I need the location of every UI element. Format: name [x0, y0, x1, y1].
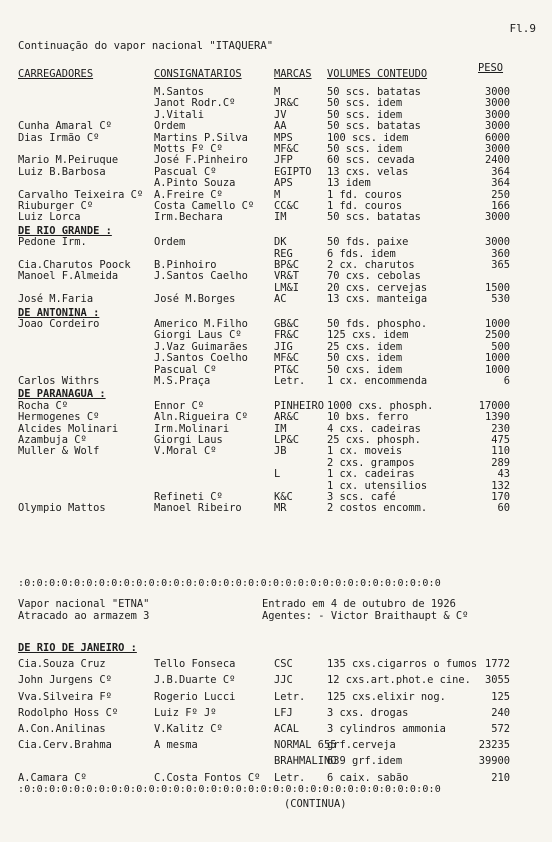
separator-line-2: :0:0:0:0:0:0:0:0:0:0:0:0:0:0:0:0:0:0:0:0:0:0:0:0:0:0:0:0:0:0:0:0:0:0	[18, 784, 441, 795]
shipper-cell: Riuburger Cº	[18, 200, 94, 212]
vessel-name: Vapor nacional "ETNA"	[18, 598, 150, 610]
shipper-cell: Olympio Mattos	[18, 502, 106, 515]
mark-cell: PT&C	[274, 363, 300, 376]
weight-cell: 240	[491, 706, 510, 719]
shipper-cell: Luiz Lorca	[18, 211, 81, 224]
weight-cell: 250	[491, 188, 510, 201]
vessel-arrival: Entrado em 4 de outubro de 1926	[262, 598, 456, 610]
mark-cell: Letr.	[274, 690, 306, 703]
contents-cell: 1 fd. couros	[327, 188, 403, 201]
shipper-cell: John Jurgens Cº	[18, 674, 112, 687]
weight-cell: 1500	[484, 281, 510, 294]
shipper-cell: A.Camara Cº	[18, 771, 87, 784]
contents-cell: 125 cxs. idem	[327, 329, 409, 342]
contents-cell: 1 cx. utensilios	[327, 479, 428, 492]
shipper-cell: Alcides Molinari	[18, 422, 119, 435]
shipper-cell: Cia.Cerv.Brahma	[18, 739, 112, 752]
shipper-cell: Hermogenes Cº	[18, 411, 100, 424]
weight-cell: 3055	[484, 674, 510, 687]
consignee-cell: V.Kalitz Cº	[154, 723, 223, 735]
consignee-cell: Giorgi Laus Cº	[154, 329, 242, 342]
mark-cell: VR&T	[274, 270, 300, 283]
weight-cell: 1000	[484, 363, 510, 376]
shipper-cell: Carvalho Teixeira Cº	[18, 188, 144, 201]
consignee-cell: J.Vaz Guimarães	[154, 340, 248, 353]
contents-cell: 6 caix. sabão	[327, 771, 409, 784]
vessel-berth: Atracado ao armazem 3	[18, 610, 150, 622]
contents-cell: 2 costos encomm.	[327, 502, 428, 515]
weight-cell: 3000	[484, 143, 510, 155]
section-heading: DE RIO DE JANEIRO :	[18, 642, 137, 654]
contents-cell: grf.cerveja	[327, 739, 396, 752]
mark-cell: JIG	[274, 340, 293, 353]
contents-cell: 1 cx. moveis	[327, 445, 403, 458]
consignee-cell: Ordem	[154, 236, 186, 249]
consignee-cell: José M.Borges	[154, 293, 236, 306]
shipper-cell: Vva.Silveira Fº	[18, 690, 112, 703]
shipper-cell: Mario M.Peiruque	[18, 154, 119, 167]
mark-cell: MF&C	[274, 352, 300, 365]
contents-cell: 60 scs. cevada	[327, 154, 415, 167]
mark-cell: Letr.	[274, 771, 306, 784]
contents-cell: 50 scs. idem	[327, 97, 403, 110]
contents-cell: 50 fds. paixe	[327, 236, 409, 249]
weight-cell: 23235	[478, 739, 510, 752]
consignee-cell: Irm.Molinari	[154, 422, 230, 435]
mark-cell: JV	[274, 108, 287, 121]
consignee-cell: J.Santos Caelho	[154, 270, 248, 283]
mark-cell: CSC	[274, 658, 293, 671]
mark-cell: IM	[274, 211, 287, 224]
weight-cell: 365	[491, 259, 510, 271]
shipper-cell: Cia.Charutos Poock	[18, 259, 131, 271]
consignee-cell: Pascual Cº	[154, 363, 217, 376]
section-heading: DE PARANAGUA :	[18, 388, 106, 401]
shipper-cell: Luiz B.Barbosa	[18, 165, 106, 178]
weight-cell: 3000	[484, 97, 510, 110]
consignee-cell: José F.Pinheiro	[154, 154, 248, 167]
mark-cell: Letr.	[274, 375, 306, 387]
consignee-cell: Giorgi Laus	[154, 434, 223, 446]
consignee-cell: Pascual Cº	[154, 165, 217, 178]
mark-cell: AA	[274, 120, 287, 133]
weight-cell: 364	[491, 177, 510, 190]
weight-cell: 6	[503, 375, 510, 387]
consignee-cell: Costa Camello Cº	[154, 200, 255, 212]
contents-cell: 20 cxs. cervejas	[327, 281, 428, 294]
mark-cell: AR&C	[274, 411, 300, 424]
shipper-cell: Joao Cordeiro	[18, 318, 100, 330]
consignee-cell: J.B.Duarte Cº	[154, 674, 236, 687]
weight-cell: 125	[491, 690, 510, 703]
mark-cell: EGIPTO	[274, 165, 312, 178]
mark-cell: APS	[274, 177, 293, 190]
consignee-cell: J.Santos Coelho	[154, 352, 248, 365]
weight-cell: 43	[497, 468, 510, 481]
header-volumes-conteudo: VOLUMES CONTEUDO	[327, 68, 428, 80]
contents-cell: 25 cxs. idem	[327, 340, 403, 353]
contents-cell: 1 fd. couros	[327, 200, 403, 212]
contents-cell: 50 scs. batatas	[327, 211, 421, 224]
shipper-cell: Azambuja Cº	[18, 434, 87, 446]
shipper-cell: Muller & Wolf	[18, 445, 100, 458]
weight-cell: 170	[491, 491, 510, 503]
contents-cell: 6 fds. idem	[327, 247, 396, 260]
shipper-cell: José M.Faria	[18, 293, 94, 306]
contents-cell: 135 cxs.cigarros o fumos	[327, 658, 478, 671]
contents-cell: 50 cxs. idem	[327, 352, 403, 365]
consignee-cell: Tello Fonseca	[154, 658, 236, 671]
weight-cell: 1000	[484, 318, 510, 330]
consignee-cell: V.Moral Cº	[154, 445, 217, 458]
consignee-cell: Janot Rodr.Cº	[154, 97, 236, 110]
weight-cell: 360	[491, 247, 510, 260]
consignee-cell: Ordem	[154, 120, 186, 133]
consignee-cell: Martins P.Silva	[154, 131, 248, 144]
weight-cell: 289	[491, 456, 510, 469]
mark-cell: L	[274, 468, 281, 481]
contents-cell: 3 scs. café	[327, 491, 396, 503]
shipper-cell: Cunha Amaral Cº	[18, 120, 112, 133]
contents-cell: 70 cxs. cebolas	[327, 270, 421, 283]
separator-line-1: :0:0:0:0:0:0:0:0:0:0:0:0:0:0:0:0:0:0:0:0:0:0:0:0:0:0:0:0:0:0:0:0:0:0	[18, 578, 441, 589]
weight-cell: 110	[491, 445, 510, 458]
mark-cell: MPS	[274, 131, 293, 144]
shipper-cell: Cia.Souza Cruz	[18, 658, 106, 671]
weight-cell: 166	[491, 200, 510, 212]
contents-cell: 50 scs. batatas	[327, 120, 421, 133]
weight-cell: 1390	[484, 411, 510, 424]
mark-cell: K&C	[274, 491, 293, 503]
contents-cell: 50 scs. idem	[327, 108, 403, 121]
weight-cell: 1000	[484, 352, 510, 365]
contents-cell: 1 cx. cadeiras	[327, 468, 415, 481]
weight-cell: 1772	[484, 658, 510, 671]
mark-cell: NORMAL 655	[274, 739, 337, 752]
header-carregadores: CARREGADORES	[18, 68, 94, 80]
mark-cell: REG	[274, 247, 293, 260]
mark-cell: FR&C	[274, 329, 300, 342]
mark-cell: AC	[274, 293, 287, 306]
mark-cell: JJC	[274, 674, 293, 687]
weight-cell: 2400	[484, 154, 510, 167]
weight-cell: 364	[491, 165, 510, 178]
consignee-cell: A.Freire Cº	[154, 188, 223, 201]
consignee-cell: Irm.Bechara	[154, 211, 223, 224]
mark-cell: GB&C	[274, 318, 300, 330]
shipper-cell: Dias Irmão Cº	[18, 131, 100, 144]
contents-cell: 4 cxs. cadeiras	[327, 422, 421, 435]
weight-cell: 210	[491, 771, 510, 784]
page-number: Fl.9	[509, 22, 536, 35]
consignee-cell: M.Santos	[154, 86, 205, 98]
consignee-cell: Rogerio Lucci	[154, 690, 236, 703]
weight-cell: 3000	[484, 120, 510, 133]
mark-cell: DK	[274, 236, 287, 249]
weight-cell: 530	[491, 293, 510, 306]
mark-cell: M	[274, 86, 281, 98]
contents-cell: 13 cxs. velas	[327, 165, 409, 178]
shipper-cell: A.Con.Anilinas	[18, 723, 106, 735]
contents-cell: 1000 cxs. phosph.	[327, 399, 434, 412]
consignee-cell: Ennor Cº	[154, 399, 205, 412]
contents-cell: 125 cxs.elixir nog.	[327, 690, 446, 703]
header-peso: PESO	[478, 62, 504, 74]
weight-cell: 39900	[478, 755, 510, 768]
mark-cell: CC&C	[274, 200, 300, 212]
weight-cell: 17000	[478, 399, 510, 412]
continua-footer: (CONTINUA)	[284, 798, 347, 810]
contents-cell: 50 scs. batatas	[327, 86, 421, 98]
mark-cell: ACAL	[274, 723, 300, 735]
shipper-cell: Rocha Cº	[18, 399, 69, 412]
consignee-cell: Motts Fº Cº	[154, 143, 223, 155]
contents-cell: 10 bxs. ferro	[327, 411, 409, 424]
contents-cell: 2 cx. charutos	[327, 259, 415, 271]
shipper-cell: Manoel F.Almeida	[18, 270, 119, 283]
shipper-cell: Pedone Irm.	[18, 236, 87, 249]
vessel-agents: Agentes: - Victor Braithaupt & Cº	[262, 610, 469, 622]
weight-cell: 3000	[484, 108, 510, 121]
consignee-cell: Manoel Ribeiro	[154, 502, 242, 515]
contents-cell: 13 idem	[327, 177, 371, 190]
weight-cell: 230	[491, 422, 510, 435]
section-heading: DE RIO GRANDE :	[18, 224, 112, 237]
mark-cell: BP&C	[274, 259, 300, 271]
mark-cell: JFP	[274, 154, 293, 167]
mark-cell: LM&I	[274, 281, 300, 294]
contents-cell: 2 cxs. grampos	[327, 456, 415, 469]
document-title: Continuação do vapor nacional "ITAQUERA"	[18, 40, 274, 52]
mark-cell: JB	[274, 445, 287, 458]
mark-cell: MR	[274, 502, 287, 515]
consignee-cell: Aln.Rigueira Cº	[154, 411, 248, 424]
contents-cell: 25 cxs. phosph.	[327, 434, 421, 446]
consignee-cell: J.Vitali	[154, 108, 205, 121]
weight-cell: 3000	[484, 211, 510, 224]
consignee-cell: B.Pinhoiro	[154, 259, 217, 271]
contents-cell: 50 scs. idem	[327, 143, 403, 155]
mark-cell: BRAHMALINO	[274, 755, 337, 768]
weight-cell: 475	[491, 434, 510, 446]
mark-cell: LFJ	[274, 706, 293, 719]
contents-cell: 3 cylindros ammonia	[327, 723, 446, 735]
weight-cell: 132	[491, 479, 510, 492]
contents-cell: 3 cxs. drogas	[327, 706, 409, 719]
shipper-cell: Rodolpho Hoss Cº	[18, 706, 119, 719]
mark-cell: LP&C	[274, 434, 300, 446]
consignee-cell: Refineti Cº	[154, 491, 223, 503]
mark-cell: MF&C	[274, 143, 300, 155]
mark-cell: M	[274, 188, 281, 201]
contents-cell: 12 cxs.art.phot.e cine.	[327, 674, 471, 687]
contents-cell: 50 fds. phospho.	[327, 318, 428, 330]
contents-cell: 13 cxs. manteiga	[327, 293, 428, 306]
consignee-cell: Luiz Fº Jº	[154, 706, 217, 719]
contents-cell: 100 scs. idem	[327, 131, 409, 144]
consignee-cell: A mesma	[154, 739, 198, 752]
contents-cell: 50 cxs. idem	[327, 363, 403, 376]
consignee-cell: C.Costa Fontos Cº	[154, 771, 261, 784]
weight-cell: 6000	[484, 131, 510, 144]
weight-cell: 60	[497, 502, 510, 515]
weight-cell: 3000	[484, 236, 510, 249]
mark-cell: IM	[274, 422, 287, 435]
mark-cell: PINHEIRO	[274, 399, 325, 412]
section-heading: DE ANTONINA :	[18, 306, 100, 319]
header-consignatarios: CONSIGNATARIOS	[154, 68, 242, 80]
consignee-cell: A.Pinto Souza	[154, 177, 236, 190]
contents-cell: 1 cx. encommenda	[327, 375, 428, 387]
weight-cell: 3000	[484, 86, 510, 98]
consignee-cell: M.S.Praça	[154, 375, 211, 387]
mark-cell: JR&C	[274, 97, 300, 110]
weight-cell: 500	[491, 340, 510, 353]
weight-cell: 2500	[484, 329, 510, 342]
shipper-cell: Carlos Withrs	[18, 375, 100, 387]
contents-cell: 639 grf.idem	[327, 755, 403, 768]
header-marcas: MARCAS	[274, 68, 312, 80]
consignee-cell: Americo M.Filho	[154, 318, 248, 330]
weight-cell: 572	[491, 723, 510, 735]
